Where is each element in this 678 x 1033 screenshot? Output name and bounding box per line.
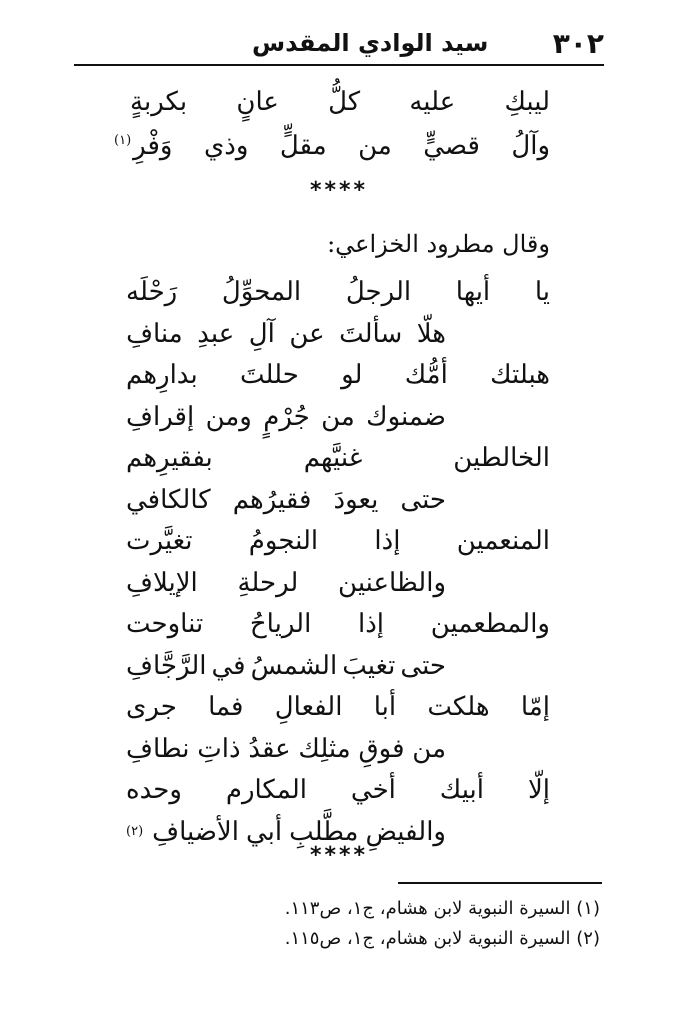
verse-word: إذا bbox=[374, 526, 401, 556]
verse-word: هلكت bbox=[427, 692, 490, 722]
verse-word: لرحلةِ bbox=[237, 567, 299, 598]
verse-word: فقيرُهم bbox=[232, 484, 312, 515]
footnote-marker: (١) bbox=[114, 133, 132, 149]
verse-word: من bbox=[412, 733, 446, 764]
verse-word: مثلِك bbox=[298, 733, 351, 764]
verse-word: في bbox=[211, 650, 246, 681]
page-header bbox=[74, 22, 604, 66]
verse-word: ضمنوك bbox=[366, 401, 446, 432]
verse-word: حللتَ bbox=[239, 360, 299, 390]
verse-word: حتى bbox=[400, 484, 446, 515]
verse-hemistich bbox=[126, 729, 446, 769]
verse-word: إذا bbox=[358, 609, 385, 639]
verse-word: حتى bbox=[400, 650, 446, 681]
verse-hemistich bbox=[126, 355, 550, 395]
verse-word: بكربةٍ bbox=[130, 87, 188, 117]
verse-word: تغيَّرت bbox=[126, 526, 193, 556]
verse-word: مطَّلبِ bbox=[289, 816, 359, 847]
verse-word: يعودَ bbox=[333, 484, 379, 515]
verse-hemistich bbox=[126, 438, 550, 478]
verse-word: هبلتك bbox=[490, 360, 550, 390]
verse-word: الأضيافِ bbox=[152, 816, 239, 847]
verse-word: تناوحت bbox=[126, 609, 204, 639]
verse-word: والظاعنين bbox=[338, 567, 446, 598]
verse-word: من bbox=[358, 131, 392, 161]
verse-word: المحوِّلُ bbox=[221, 277, 302, 307]
footnote: (١) السيرة النبوية لابن هشام، ج١، ص١١٣. bbox=[284, 898, 600, 919]
verse-word: الرجلُ bbox=[345, 277, 412, 307]
verse-word: أبيك bbox=[439, 775, 485, 805]
verse-word: مقلٍّ bbox=[279, 131, 327, 161]
footnote-rule bbox=[398, 882, 602, 884]
verse-hemistich bbox=[130, 82, 550, 122]
verse-word: كلُّ bbox=[328, 87, 361, 117]
verse-word: أبي bbox=[245, 816, 283, 847]
verse-hemistich bbox=[126, 604, 550, 644]
verse-word: هلّا bbox=[416, 318, 446, 349]
verse-word: فوقِ bbox=[358, 733, 405, 764]
verse-word: الإيلافِ bbox=[126, 567, 198, 598]
verse-word: أخي bbox=[350, 775, 396, 805]
verse-hemistich bbox=[126, 646, 446, 686]
verse-word: كالكافي bbox=[126, 484, 211, 515]
verse-word-text: وَفْرِ bbox=[133, 131, 173, 161]
verse-hemistich bbox=[126, 314, 446, 354]
footnote: (٢) السيرة النبوية لابن هشام، ج١، ص١١٥. bbox=[284, 928, 600, 949]
verse-word: سألتَ bbox=[339, 318, 403, 349]
verse-hemistich bbox=[126, 272, 550, 312]
verse-word: الشمسُ bbox=[250, 650, 338, 681]
verse-hemistich bbox=[126, 687, 550, 727]
verse-word: جُرْمٍ bbox=[263, 401, 310, 432]
verse-word: فما bbox=[208, 692, 244, 722]
verse-hemistich bbox=[114, 126, 550, 166]
verse-word: غنيَّهم bbox=[303, 443, 363, 473]
verse-word: قصيٍّ bbox=[423, 131, 480, 161]
section-separator: **** bbox=[309, 843, 369, 868]
verse-word: لو bbox=[341, 360, 363, 390]
verse-word: وآلُ bbox=[511, 131, 550, 161]
verse-word: نطافِ bbox=[126, 733, 190, 764]
verse-word: أيها bbox=[455, 277, 491, 307]
verse-word: النجومُ bbox=[248, 526, 319, 556]
verse-word: والفيضِ bbox=[365, 816, 446, 847]
running-title: سيد الوادي المقدس bbox=[252, 29, 489, 57]
verse-word: بدارِهم bbox=[126, 360, 198, 390]
verse-hemistich bbox=[126, 480, 446, 520]
verse-word: ليبكِ bbox=[504, 87, 550, 117]
verse-word: عبدِ bbox=[197, 318, 235, 349]
verse-word: وحده bbox=[126, 775, 182, 805]
verse-word: الخالطين bbox=[453, 443, 550, 473]
verse-word bbox=[114, 131, 172, 161]
verse-hemistich bbox=[126, 770, 550, 810]
verse-word: يا bbox=[534, 277, 550, 307]
verse-hemistich bbox=[126, 563, 446, 603]
verse-word: الفعالِ bbox=[274, 692, 343, 722]
footnote-marker: (٢) bbox=[126, 824, 144, 839]
verse-word: جرى bbox=[126, 692, 177, 722]
verse-word: بفقيرِهم bbox=[126, 443, 213, 473]
verse-word: عن bbox=[289, 318, 325, 349]
page-number: ٣٠٢ bbox=[552, 26, 604, 60]
intro-line: وقال مطرود الخزاعي: bbox=[327, 230, 550, 258]
verse-word: المكارم bbox=[225, 775, 307, 805]
verse-word: الرياحُ bbox=[249, 609, 312, 639]
verse-word: تغيبَ bbox=[342, 650, 396, 681]
verse-word: إمّا bbox=[520, 692, 550, 722]
verse-word: ذاتِ bbox=[197, 733, 241, 764]
verse-word: الرَّجَّافِ bbox=[126, 650, 207, 681]
verse-word: وذي bbox=[203, 131, 249, 161]
verse-word: رَحْلَه bbox=[126, 277, 178, 307]
verse-word: أبا bbox=[373, 692, 397, 722]
verse-word: من bbox=[321, 401, 355, 432]
verse-word: آلِ bbox=[248, 318, 275, 349]
verse-word: المنعمين bbox=[456, 526, 550, 556]
verse-word: إقرافِ bbox=[126, 401, 195, 432]
verse-word: أمُّك bbox=[404, 360, 448, 390]
verse-word: منافِ bbox=[126, 318, 183, 349]
verse-word: والمطعمين bbox=[430, 609, 550, 639]
verse-word: عليه bbox=[409, 87, 456, 117]
verse-hemistich bbox=[126, 521, 550, 561]
section-separator: **** bbox=[309, 178, 369, 203]
verse-word: ومن bbox=[205, 401, 252, 432]
verse-word: عانٍ bbox=[236, 87, 279, 117]
verse-hemistich bbox=[126, 397, 446, 437]
verse-word: إلّا bbox=[527, 775, 550, 805]
verse-word: عقدُ bbox=[248, 733, 291, 764]
